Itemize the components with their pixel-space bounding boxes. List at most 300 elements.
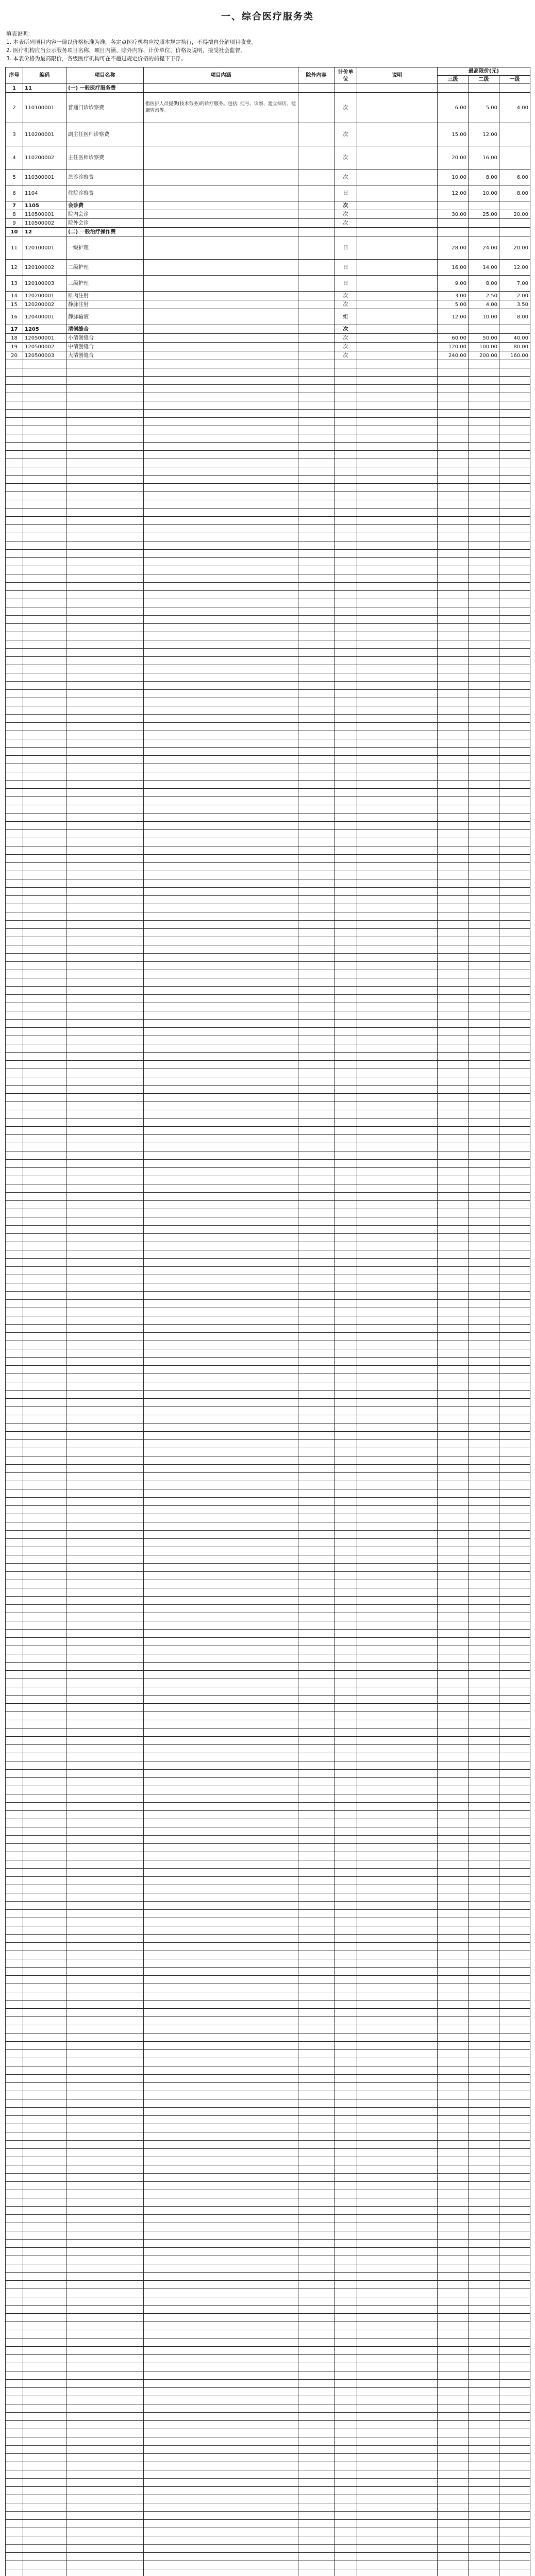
empty-cell <box>66 1696 144 1704</box>
empty-cell <box>438 434 469 443</box>
empty-cell <box>469 1201 499 1209</box>
empty-cell <box>357 1292 438 1300</box>
empty-cell <box>6 1456 23 1465</box>
empty-cell <box>469 1984 499 1992</box>
empty-cell <box>438 1498 469 1506</box>
empty-cell <box>23 2371 66 2380</box>
empty-cell <box>469 921 499 929</box>
empty-cell <box>438 517 469 525</box>
empty-cell <box>6 995 23 1003</box>
empty-cell <box>335 1028 357 1036</box>
empty-cell <box>6 1201 23 1209</box>
empty-cell <box>144 2371 298 2380</box>
empty-cell <box>335 2165 357 2174</box>
empty-cell <box>335 492 357 500</box>
empty-cell <box>335 1935 357 1943</box>
empty-cell <box>298 2355 335 2363</box>
header-note: 说明 <box>357 67 438 84</box>
cell-unit: 次 <box>335 93 357 123</box>
empty-cell <box>298 764 335 772</box>
empty-cell <box>23 723 66 731</box>
empty-cell <box>66 2116 144 2124</box>
empty-row <box>6 954 530 962</box>
empty-cell <box>438 2240 469 2248</box>
empty-cell <box>499 467 530 476</box>
empty-cell <box>438 484 469 492</box>
empty-cell <box>335 2297 357 2306</box>
empty-cell <box>144 1968 298 1976</box>
empty-cell <box>357 566 438 574</box>
empty-cell <box>66 995 144 1003</box>
empty-cell <box>66 2182 144 2190</box>
empty-cell <box>6 690 23 698</box>
empty-cell <box>6 550 23 558</box>
empty-cell <box>469 2380 499 2388</box>
empty-row <box>6 1522 530 1531</box>
empty-cell <box>23 2347 66 2355</box>
empty-cell <box>499 2017 530 2025</box>
empty-cell <box>469 410 499 418</box>
empty-row <box>6 1638 530 1646</box>
cell-p3: 6.00 <box>499 170 530 185</box>
empty-cell <box>6 1745 23 1753</box>
empty-cell <box>357 1976 438 1984</box>
empty-cell <box>66 1061 144 1069</box>
empty-cell <box>23 1011 66 1020</box>
empty-cell <box>438 1053 469 1061</box>
cell-note <box>357 334 438 343</box>
empty-cell <box>23 1036 66 1044</box>
empty-cell <box>66 2528 144 2536</box>
empty-cell <box>23 912 66 921</box>
empty-cell <box>6 756 23 764</box>
empty-cell <box>438 451 469 459</box>
cell-p3: 20.00 <box>499 236 530 260</box>
empty-cell <box>6 846 23 855</box>
empty-cell <box>499 1794 530 1803</box>
empty-cell <box>357 1432 438 1440</box>
empty-cell <box>335 682 357 690</box>
empty-cell <box>66 1654 144 1663</box>
empty-cell <box>469 1473 499 1481</box>
empty-cell <box>335 2231 357 2240</box>
cell-note <box>357 292 438 300</box>
empty-cell <box>335 566 357 574</box>
empty-cell <box>298 2141 335 2149</box>
empty-cell <box>66 1836 144 1844</box>
empty-row <box>6 410 530 418</box>
empty-cell <box>144 1135 298 1143</box>
empty-row <box>6 1860 530 1869</box>
empty-cell <box>469 2223 499 2231</box>
empty-cell <box>499 2347 530 2355</box>
empty-cell <box>469 500 499 509</box>
empty-cell <box>499 2256 530 2264</box>
cell-content <box>144 201 298 210</box>
empty-cell <box>298 2058 335 2066</box>
empty-cell <box>438 467 469 476</box>
empty-cell <box>6 2503 23 2512</box>
empty-cell <box>144 1242 298 1250</box>
empty-cell <box>6 1193 23 1201</box>
empty-cell <box>298 1325 335 1333</box>
empty-cell <box>357 2075 438 2083</box>
empty-cell <box>357 1885 438 1893</box>
empty-cell <box>469 1613 499 1621</box>
cell-note <box>357 170 438 185</box>
empty-cell <box>298 1176 335 1184</box>
empty-cell <box>335 2495 357 2503</box>
empty-cell <box>144 1580 298 1588</box>
empty-cell <box>6 1564 23 1572</box>
empty-cell <box>438 476 469 484</box>
empty-cell <box>469 1910 499 1918</box>
empty-cell <box>438 1827 469 1836</box>
empty-cell <box>144 410 298 418</box>
empty-cell <box>66 2380 144 2388</box>
empty-cell <box>335 1489 357 1498</box>
empty-cell <box>66 772 144 781</box>
empty-cell <box>144 1456 298 1465</box>
empty-cell <box>6 1836 23 1844</box>
empty-cell <box>144 1143 298 1151</box>
cell-code: 120500001 <box>23 334 66 343</box>
empty-cell <box>23 2256 66 2264</box>
empty-cell <box>357 2404 438 2413</box>
empty-cell <box>469 1720 499 1728</box>
empty-cell <box>335 962 357 970</box>
cell-unit: 次 <box>335 146 357 170</box>
empty-cell <box>438 1852 469 1860</box>
cell-exclude <box>298 343 335 351</box>
empty-cell <box>298 987 335 995</box>
empty-cell <box>357 2454 438 2462</box>
empty-cell <box>499 2075 530 2083</box>
empty-cell <box>144 1127 298 1135</box>
empty-cell <box>469 1160 499 1168</box>
empty-row <box>6 1086 530 1094</box>
cell-p1: 3.00 <box>438 292 469 300</box>
empty-cell <box>144 781 298 789</box>
empty-cell <box>438 1250 469 1259</box>
cell-code: 120100002 <box>23 260 66 276</box>
empty-cell <box>438 2058 469 2066</box>
empty-cell <box>438 550 469 558</box>
empty-cell <box>6 781 23 789</box>
empty-row <box>6 1333 530 1341</box>
empty-cell <box>23 1382 66 1391</box>
empty-cell <box>66 1671 144 1679</box>
empty-cell <box>438 789 469 797</box>
empty-cell <box>144 764 298 772</box>
empty-cell <box>298 2371 335 2380</box>
cell-p2: 200.00 <box>469 351 499 360</box>
empty-cell <box>6 1811 23 1819</box>
empty-cell <box>438 401 469 410</box>
empty-cell <box>357 756 438 764</box>
empty-cell <box>144 467 298 476</box>
cell-seq: 14 <box>6 292 23 300</box>
empty-cell <box>357 1259 438 1267</box>
empty-cell <box>66 1028 144 1036</box>
empty-cell <box>335 2273 357 2281</box>
empty-cell <box>438 599 469 607</box>
header-p3: 一级 <box>499 76 530 84</box>
empty-cell <box>335 1605 357 1613</box>
empty-cell <box>357 1325 438 1333</box>
empty-cell <box>298 2050 335 2058</box>
empty-cell <box>335 1819 357 1827</box>
empty-cell <box>66 789 144 797</box>
empty-cell <box>6 484 23 492</box>
note-line: 1. 本表所列项目内容一律以价格标准为准，各定点医疗机构应按照本规定执行，不得擅自分解项目收费。 <box>6 39 257 45</box>
empty-cell <box>357 1234 438 1242</box>
empty-cell <box>144 2132 298 2141</box>
empty-cell <box>23 1209 66 1217</box>
empty-row <box>6 467 530 476</box>
empty-cell <box>66 1984 144 1992</box>
empty-cell <box>298 2536 335 2545</box>
empty-cell <box>499 1663 530 1671</box>
empty-cell <box>335 393 357 401</box>
empty-cell <box>298 1827 335 1836</box>
empty-cell <box>438 1102 469 1110</box>
empty-cell <box>6 2001 23 2009</box>
empty-row <box>6 2371 530 2380</box>
empty-cell <box>66 2001 144 2009</box>
empty-cell <box>469 1135 499 1143</box>
empty-cell <box>357 2553 438 2561</box>
empty-cell <box>23 2273 66 2281</box>
empty-cell <box>23 2050 66 2058</box>
empty-cell <box>66 1283 144 1292</box>
empty-cell <box>66 1902 144 1910</box>
empty-cell <box>6 1588 23 1597</box>
empty-cell <box>438 2231 469 2240</box>
empty-row <box>6 2388 530 2396</box>
empty-cell <box>298 723 335 731</box>
empty-row <box>6 1572 530 1580</box>
empty-cell <box>499 1968 530 1976</box>
empty-cell <box>499 723 530 731</box>
empty-cell <box>335 739 357 748</box>
empty-cell <box>66 2355 144 2363</box>
empty-cell <box>499 797 530 805</box>
empty-cell <box>469 1935 499 1943</box>
empty-cell <box>438 2413 469 2421</box>
cell-exclude <box>298 276 335 292</box>
empty-cell <box>469 1391 499 1399</box>
empty-cell <box>66 1992 144 2001</box>
empty-cell <box>144 1918 298 1926</box>
empty-cell <box>298 1333 335 1341</box>
empty-cell <box>335 748 357 756</box>
empty-cell <box>23 797 66 805</box>
empty-cell <box>23 1102 66 1110</box>
empty-cell <box>357 1638 438 1646</box>
empty-cell <box>144 2017 298 2025</box>
cell-note <box>357 300 438 309</box>
empty-cell <box>6 1267 23 1275</box>
cell-content <box>144 219 298 228</box>
cell-p3: 160.00 <box>499 351 530 360</box>
empty-cell <box>499 1316 530 1325</box>
empty-row <box>6 690 530 698</box>
empty-row <box>6 1432 530 1440</box>
empty-cell <box>298 1506 335 1514</box>
empty-cell <box>298 888 335 896</box>
empty-cell <box>357 1646 438 1654</box>
empty-cell <box>66 640 144 649</box>
empty-cell <box>499 1382 530 1391</box>
empty-cell <box>23 1935 66 1943</box>
empty-cell <box>469 2404 499 2413</box>
empty-cell <box>469 797 499 805</box>
empty-cell <box>499 558 530 566</box>
cell-seq: 20 <box>6 351 23 360</box>
empty-cell <box>438 970 469 978</box>
empty-cell <box>335 1308 357 1316</box>
empty-cell <box>357 2017 438 2025</box>
empty-cell <box>499 2124 530 2132</box>
empty-cell <box>438 1226 469 1234</box>
empty-cell <box>469 1003 499 1011</box>
cell-name: 院外会诊 <box>66 219 144 228</box>
empty-cell <box>66 2495 144 2503</box>
empty-cell <box>298 2264 335 2273</box>
empty-cell <box>499 2281 530 2289</box>
empty-cell <box>357 1374 438 1382</box>
empty-cell <box>438 2388 469 2396</box>
empty-cell <box>66 904 144 912</box>
empty-cell <box>469 1053 499 1061</box>
empty-cell <box>66 1250 144 1259</box>
empty-cell <box>23 500 66 509</box>
cell-seq: 3 <box>6 123 23 146</box>
empty-cell <box>144 1522 298 1531</box>
empty-cell <box>469 2083 499 2091</box>
empty-cell <box>499 2264 530 2273</box>
empty-cell <box>357 1605 438 1613</box>
empty-cell <box>144 500 298 509</box>
empty-cell <box>469 574 499 583</box>
empty-cell <box>357 385 438 393</box>
empty-cell <box>335 2437 357 2446</box>
cell-p1: 16.00 <box>438 260 469 276</box>
empty-cell <box>357 2470 438 2479</box>
empty-cell <box>6 1184 23 1193</box>
empty-cell <box>469 1234 499 1242</box>
empty-row <box>6 2240 530 2248</box>
cell-exclude <box>298 123 335 146</box>
empty-cell <box>469 1663 499 1671</box>
empty-cell <box>499 1728 530 1737</box>
empty-cell <box>335 830 357 838</box>
empty-row <box>6 855 530 863</box>
empty-cell <box>6 1259 23 1267</box>
empty-cell <box>438 2256 469 2264</box>
empty-cell <box>469 1193 499 1201</box>
empty-cell <box>469 1011 499 1020</box>
empty-cell <box>298 360 335 368</box>
empty-row <box>6 1679 530 1687</box>
empty-cell <box>23 1761 66 1770</box>
empty-cell <box>144 426 298 434</box>
empty-cell <box>298 739 335 748</box>
empty-cell <box>6 541 23 550</box>
empty-cell <box>23 1069 66 1077</box>
empty-cell <box>469 2495 499 2503</box>
cell-code: 110500002 <box>23 219 66 228</box>
empty-cell <box>469 1926 499 1935</box>
empty-cell <box>499 2223 530 2231</box>
empty-cell <box>66 1226 144 1234</box>
empty-cell <box>144 797 298 805</box>
empty-cell <box>298 1852 335 1860</box>
empty-cell <box>23 1415 66 1423</box>
empty-cell <box>144 434 298 443</box>
empty-cell <box>469 2033 499 2042</box>
empty-cell <box>23 962 66 970</box>
empty-cell <box>357 706 438 715</box>
empty-cell <box>144 574 298 583</box>
empty-cell <box>298 1819 335 1827</box>
empty-cell <box>6 1481 23 1489</box>
empty-cell <box>357 1465 438 1473</box>
cell-name: 副主任医师诊察费 <box>66 123 144 146</box>
empty-cell <box>438 2347 469 2355</box>
empty-row <box>6 962 530 970</box>
empty-cell <box>499 731 530 739</box>
empty-cell <box>438 2289 469 2297</box>
empty-cell <box>438 2371 469 2380</box>
empty-cell <box>357 863 438 871</box>
empty-cell <box>6 574 23 583</box>
empty-cell <box>438 871 469 879</box>
empty-cell <box>499 385 530 393</box>
empty-cell <box>6 1160 23 1168</box>
empty-cell <box>469 830 499 838</box>
empty-cell <box>335 665 357 673</box>
empty-cell <box>469 1646 499 1654</box>
empty-cell <box>469 1069 499 1077</box>
cell-exclude <box>298 185 335 201</box>
empty-cell <box>438 2157 469 2165</box>
empty-cell <box>6 1910 23 1918</box>
empty-cell <box>469 1869 499 1877</box>
empty-cell <box>335 1597 357 1605</box>
cell-seq: 15 <box>6 300 23 309</box>
empty-cell <box>6 1391 23 1399</box>
empty-cell <box>357 2042 438 2050</box>
empty-cell <box>6 1902 23 1910</box>
empty-cell <box>298 1605 335 1613</box>
cell-seq: 18 <box>6 334 23 343</box>
empty-cell <box>335 583 357 591</box>
empty-cell <box>298 954 335 962</box>
empty-cell <box>6 2075 23 2083</box>
empty-cell <box>499 789 530 797</box>
empty-cell <box>66 1325 144 1333</box>
empty-cell <box>298 805 335 814</box>
empty-cell <box>438 541 469 550</box>
empty-cell <box>6 2446 23 2454</box>
empty-cell <box>438 1283 469 1292</box>
empty-cell <box>357 1118 438 1127</box>
cell-name: 急诊诊察费 <box>66 170 144 185</box>
empty-cell <box>298 640 335 649</box>
empty-cell <box>66 1473 144 1481</box>
